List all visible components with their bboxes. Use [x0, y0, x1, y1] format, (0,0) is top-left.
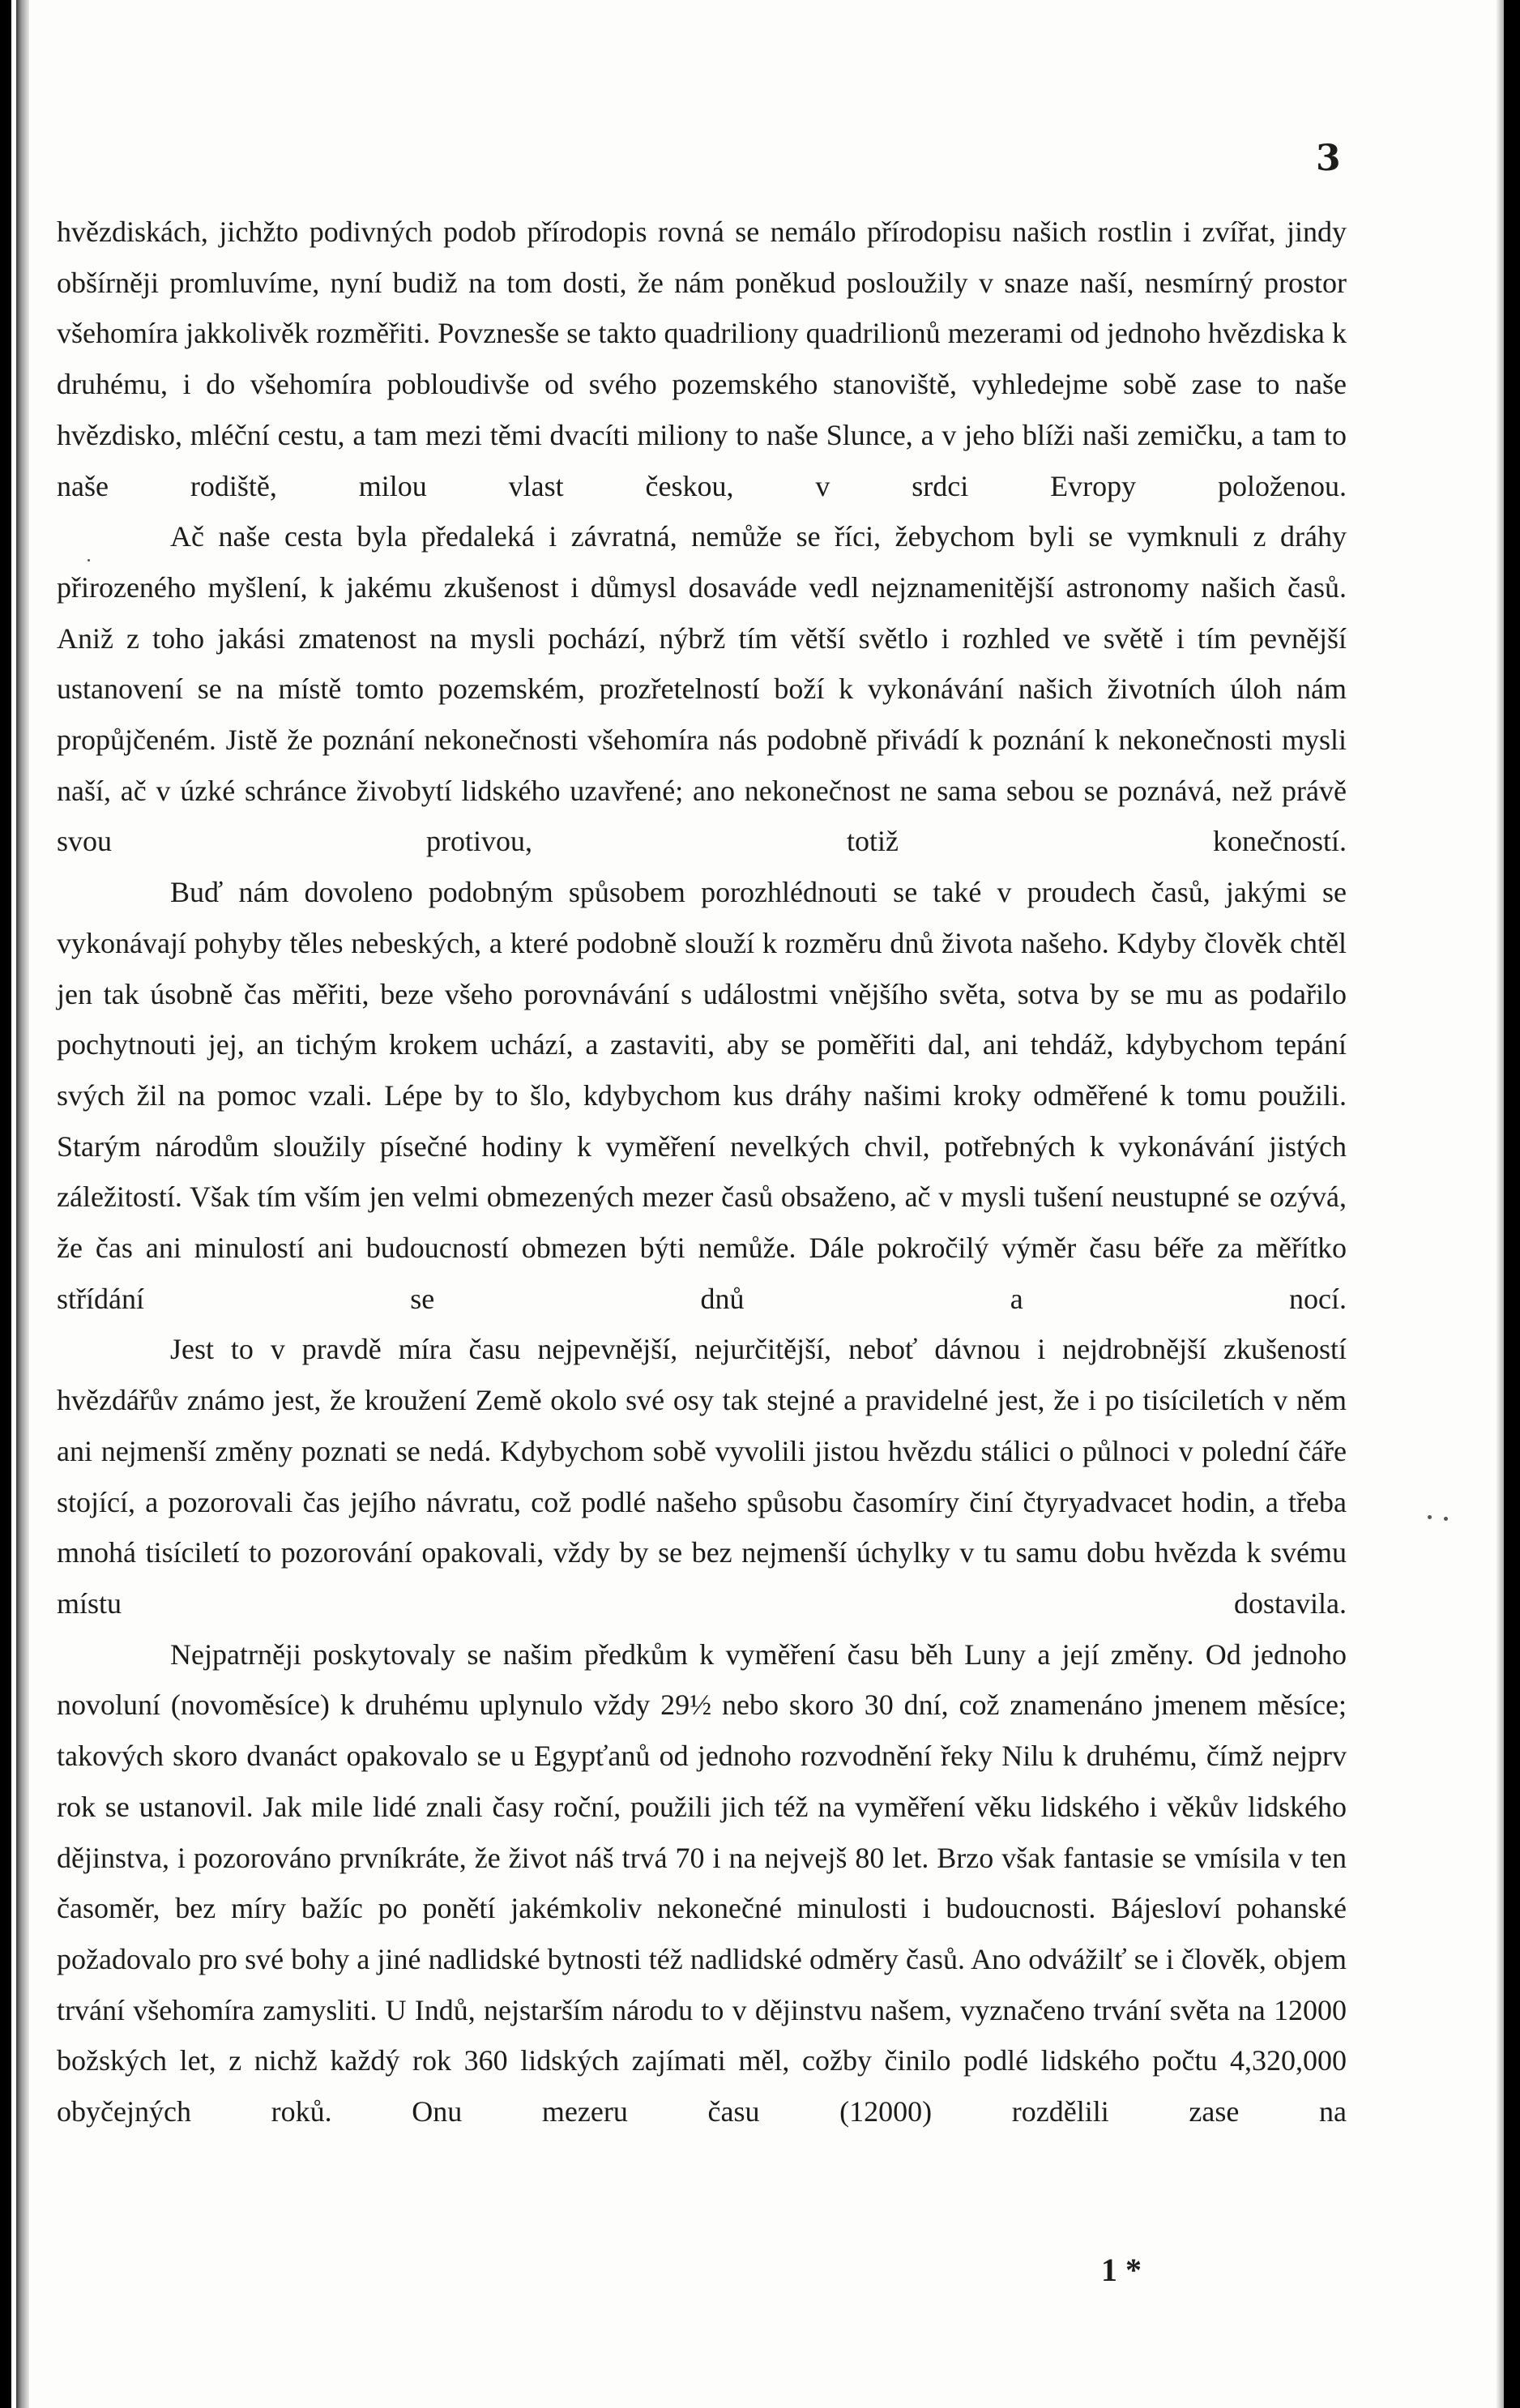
- paragraph-4: Jest to v pravdě míra času nejpevnější, nejurčitější, neboť dávnou i nejdrobnější zkušeností hvězdářův známo jest, že kroužení Země okolo své osy tak stejné a pravidelné jest, že i po tisíciletích v něm ani nejmenší změny poznati se nedá. Kdybychom sobě vyvolili jistou hvězdu stálici o půlnoci v polední čáře stojící, a pozorovali čas jejího návratu, což podlé našeho spůsobu časomíry činí čtyryadvacet hodin, a třeba mnohá tisíciletí to pozorování opakovali, vždy by se bez nejmenší úchylky v tu samu dobu hvězda k svému místu dostavila.: [57, 1333, 1347, 1620]
- paragraph-5: Nejpatrněji poskytovaly se našim předkům k vyměření času běh Luny a její změny. Od jednoho novoluní (novoměsíce) k druhému uplynulo vždy 29½ nebo skoro 30 dní, což znamenáno jmenem měsíce; takových skoro dvanáct opakovalo se u Egypťanů od jednoho rozvodnění řeky Nilu k druhému, čímž nejprv rok se ustanovil. Jak mile lidé znali časy roční, použili jich též na vyměření věku lidského i věkův lidského dějinstva, i pozorováno prvníkráte, že život náš trvá 70 i na nejvejš 80 let. Brzo však fantasie se vmísila v ten časoměr, bez míry bažíc po ponětí jakémkoliv nekonečné minulosti i budoucnosti. Bájesloví pohanské požadovalo pro své bohy a jiné nadlidské bytnosti též nadlidské odměry časů. Ano odvážilť se i člověk, objem trvání všehomíra zamysliti. U Indů, nejstarším národu to v dějinstvu našem, vyznačeno trvání světa na 12000 božských let, z nichž každý rok 360 lidských zajímati měl, cožby činilo podlé lidského počtu 4,320,000 obyčejných roků. Onu mezeru času (12000) rozdělili zase na: [57, 1637, 1347, 2128]
- scan-speck: [1428, 1515, 1432, 1519]
- scan-speck: [88, 559, 90, 561]
- body-text: [57, 207, 1347, 2137]
- paragraph-1: hvězdiskách, jichžto podivných podob přírodopis rovná se nemálo přírodopisu našich rostlin i zvířat, jindy obšírněji promluvíme, nyní budiž na tom dosti, že nám poněkud posloužily v snaze naší, nesmírný prostor všehomíra jakkolivěk rozměřiti. Povznesše se takto quadriliony quadrilionů mezerami od jednoho hvězdiska k druhému, i do všehomíra pobloudivše od svého pozemského stanoviště, vyhledejme sobě zase to naše hvězdisko, mléční cestu, a tam mezi těmi dvacíti miliony to naše Slunce, a v jeho blíži naši zemičku, a tam to naše rodiště, milou vlast českou, v srdci Evropy položenou.: [57, 216, 1347, 502]
- page-number: 3: [1316, 138, 1341, 179]
- signature-mark: 1 *: [1101, 2252, 1142, 2288]
- scan-speck: [1444, 1517, 1448, 1521]
- page-left-edge-shadow: [16, 0, 29, 2408]
- paragraph-2: Ač naše cesta byla předaleká i závratná, nemůže se říci, žebychom byli se vymknuli z dráhy přirozeného myšlení, k jakému zkušenost i důmysl dosaváde vedl nejznamenitější astronomy našich časů. Aniž z toho jakási zmatenost na mysli pochází, nýbrž tím větší světlo i rozhled ve světě i tím pevnější ustanovení se na místě tomto pozemském, prozřetelností boží k vykonávání našich životních úloh nám propůjčeném. Jistě že poznání nekonečnosti všehomíra nás podobně přivádí k poznání k nekonečnosti mysli naší, ač v úzké schránce živobytí lidského uzavřené; ano nekonečnost ne sama sebou se poznává, než právě svou protivou, totiž konečností.: [57, 520, 1347, 858]
- scanned-book-page: [11, 0, 1504, 2408]
- page-right-edge-shadow: [1496, 0, 1504, 2408]
- paragraph-3: Buď nám dovoleno podobným spůsobem porozhlédnouti se také v proudech časů, jakými se vykonávají pohyby těles nebeských, a které podobně slouží k rozměru dnů života našeho. Kdyby člověk chtěl jen tak úsobně čas měřiti, beze všeho porovnávání s událostmi vnějšího světa, sotva by se mu as podařilo pochytnouti jej, an tichým krokem uchází, a zastaviti, aby se poměřiti dal, ani tehdáž, kdybychom tepání svých žil na pomoc vzali. Lépe by to šlo, kdybychom kus dráhy našimi kroky odměřené k tomu použili. Starým národům sloužily písečné hodiny k vyměření nevelkých chvil, potřebných k vykonávání jistých záležitostí. Však tím vším jen velmi obmezených mezer časů obsaženo, ač v mysli tušení neustupné se ozývá, že čas ani minulostí ani budoucností obmezen býti nemůže. Dále pokročilý výměr času béře za měřítko střídání se dnů a nocí.: [57, 876, 1347, 1315]
